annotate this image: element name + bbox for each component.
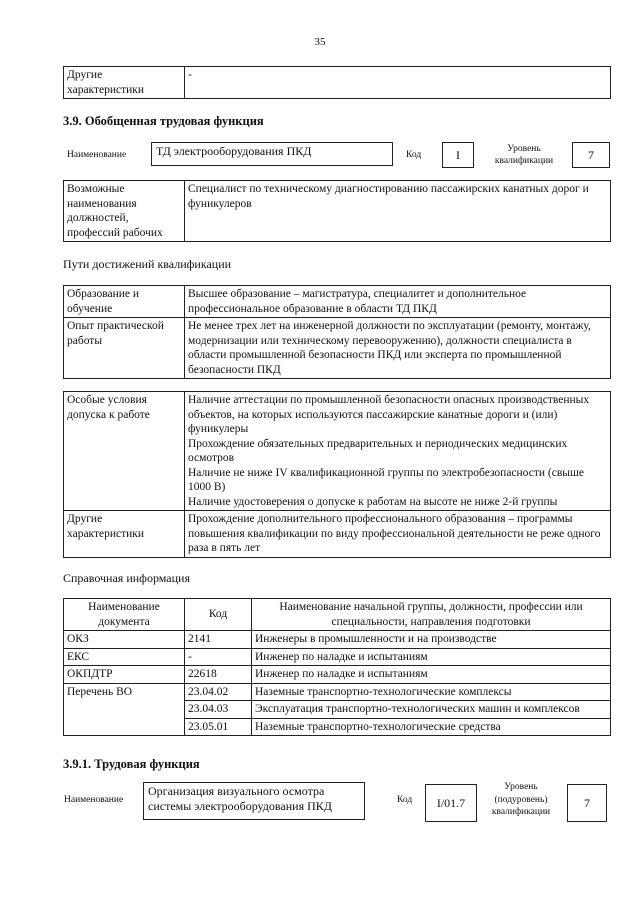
ref-doc-cell: ОКЗ: [64, 631, 185, 649]
paths-heading: Пути достижений квалификации: [63, 257, 232, 271]
conditions-table: [63, 391, 611, 558]
experience-value: Не менее трех лет на инженерной должности по эксплуатации (ремонту, монтажу, модернизации или техническому перевооружению), должности специалиста в области промышленной безопасности ПКД или эксперта по промышленной безопасности ПКД: [185, 318, 611, 379]
conditions-value: [185, 392, 611, 511]
ref-code-cell: 22618: [185, 666, 252, 684]
section-heading-3-9: 3.9. Обобщенная трудовая функция: [63, 114, 264, 128]
ref-heading: Справочная информация: [63, 571, 190, 585]
tf-code-label: Код: [397, 795, 413, 805]
ref-code-cell: -: [185, 648, 252, 666]
other-characteristics-top-label: Другие характеристики: [64, 67, 185, 99]
table-header-row: [64, 599, 611, 631]
ref-name-cell: Инженер по наладке и испытаниям: [252, 666, 611, 684]
ref-code-cell: 23.05.01: [185, 718, 252, 736]
experience-label: Опыт практической работы: [64, 318, 185, 379]
condition-item: Наличие аттестации по промышленной безопасности опасных производственных объектов, на которых используются пассажирские канатные дороги и (или) фуникулеры: [188, 394, 590, 435]
gtf-name-label: Наименование: [67, 150, 127, 160]
ref-header-doc: Наименование документа: [64, 599, 185, 631]
reference-table: [63, 598, 611, 736]
table-row: [64, 648, 611, 666]
gtf-level-value: 7: [572, 142, 610, 168]
positions-value: Специалист по техническому диагностированию пассажирских канатных дорог и фуникулеров: [185, 181, 611, 242]
table-row: [64, 683, 611, 701]
ref-name-cell: Эксплуатация транспортно-технологических машин и комплексов: [252, 701, 611, 719]
positions-table: [63, 180, 611, 242]
ref-code-cell: 23.04.03: [185, 701, 252, 719]
tf-name-label: Наименование: [64, 795, 124, 805]
gtf-code-value: I: [442, 142, 474, 168]
ref-doc-cell: Перечень ВО: [64, 683, 185, 736]
ref-name-cell: Инженер по наладке и испытаниям: [252, 648, 611, 666]
education-value: Высшее образование – магистратура, специалитет и дополнительное профессиональное образование в области ТД ПКД: [185, 286, 611, 318]
ref-header-name: Наименование начальной группы, должности, профессии или специальности, направления подготовки: [252, 599, 611, 631]
ref-doc-cell: ОКПДТР: [64, 666, 185, 684]
other-characteristics-top-table: [63, 66, 611, 99]
table-row: [64, 318, 611, 379]
condition-item: Прохождение обязательных предварительных и периодических медицинских осмотров: [188, 437, 568, 464]
ref-code-cell: 2141: [185, 631, 252, 649]
table-row: [64, 511, 611, 558]
table-row: [64, 286, 611, 318]
ref-header-code: Код: [185, 599, 252, 631]
condition-item: Наличие удостоверения о допуске к работам на высоте не ниже 2-й группы: [188, 495, 558, 508]
table-row: [64, 392, 611, 511]
positions-label: Возможные наименования должностей, профессий рабочих: [64, 181, 185, 242]
ref-name-cell: Наземные транспортно-технологические средства: [252, 718, 611, 736]
ref-name-cell: Наземные транспортно-технологические комплексы: [252, 683, 611, 701]
ref-doc-cell: ЕКС: [64, 648, 185, 666]
table-row: [64, 631, 611, 649]
paths-table: [63, 285, 611, 379]
gtf-code-label: Код: [406, 150, 422, 160]
table-row: [64, 666, 611, 684]
tf-level-value: 7: [567, 784, 607, 822]
ref-code-cell: 23.04.02: [185, 683, 252, 701]
other-value: Прохождение дополнительного профессионального образования – программы повышения квалификации по виду профессиональной деятельности не реже одного раза в пять лет: [185, 511, 611, 558]
other-characteristics-top-value: -: [185, 67, 611, 99]
ref-name-cell: Инженеры в промышленности и на производстве: [252, 631, 611, 649]
gtf-level-label: Уровень квалификации: [494, 144, 554, 166]
page-number: 35: [314, 36, 326, 48]
condition-item: Наличие не ниже IV квалификационной группы по электробезопасности (свыше 1000 В): [188, 466, 584, 493]
other-label: Другие характеристики: [64, 511, 185, 558]
tf-name-value: Организация визуального осмотра системы электрооборудования ПКД: [143, 782, 365, 820]
conditions-label: Особые условия допуска к работе: [64, 392, 185, 511]
tf-code-value: I/01.7: [425, 784, 477, 822]
education-label: Образование и обучение: [64, 286, 185, 318]
section-heading-3-9-1: 3.9.1. Трудовая функция: [63, 757, 200, 771]
tf-level-label: Уровень (подуровень) квалификации: [491, 782, 551, 817]
gtf-name-value: ТД электрооборудования ПКД: [151, 142, 393, 166]
